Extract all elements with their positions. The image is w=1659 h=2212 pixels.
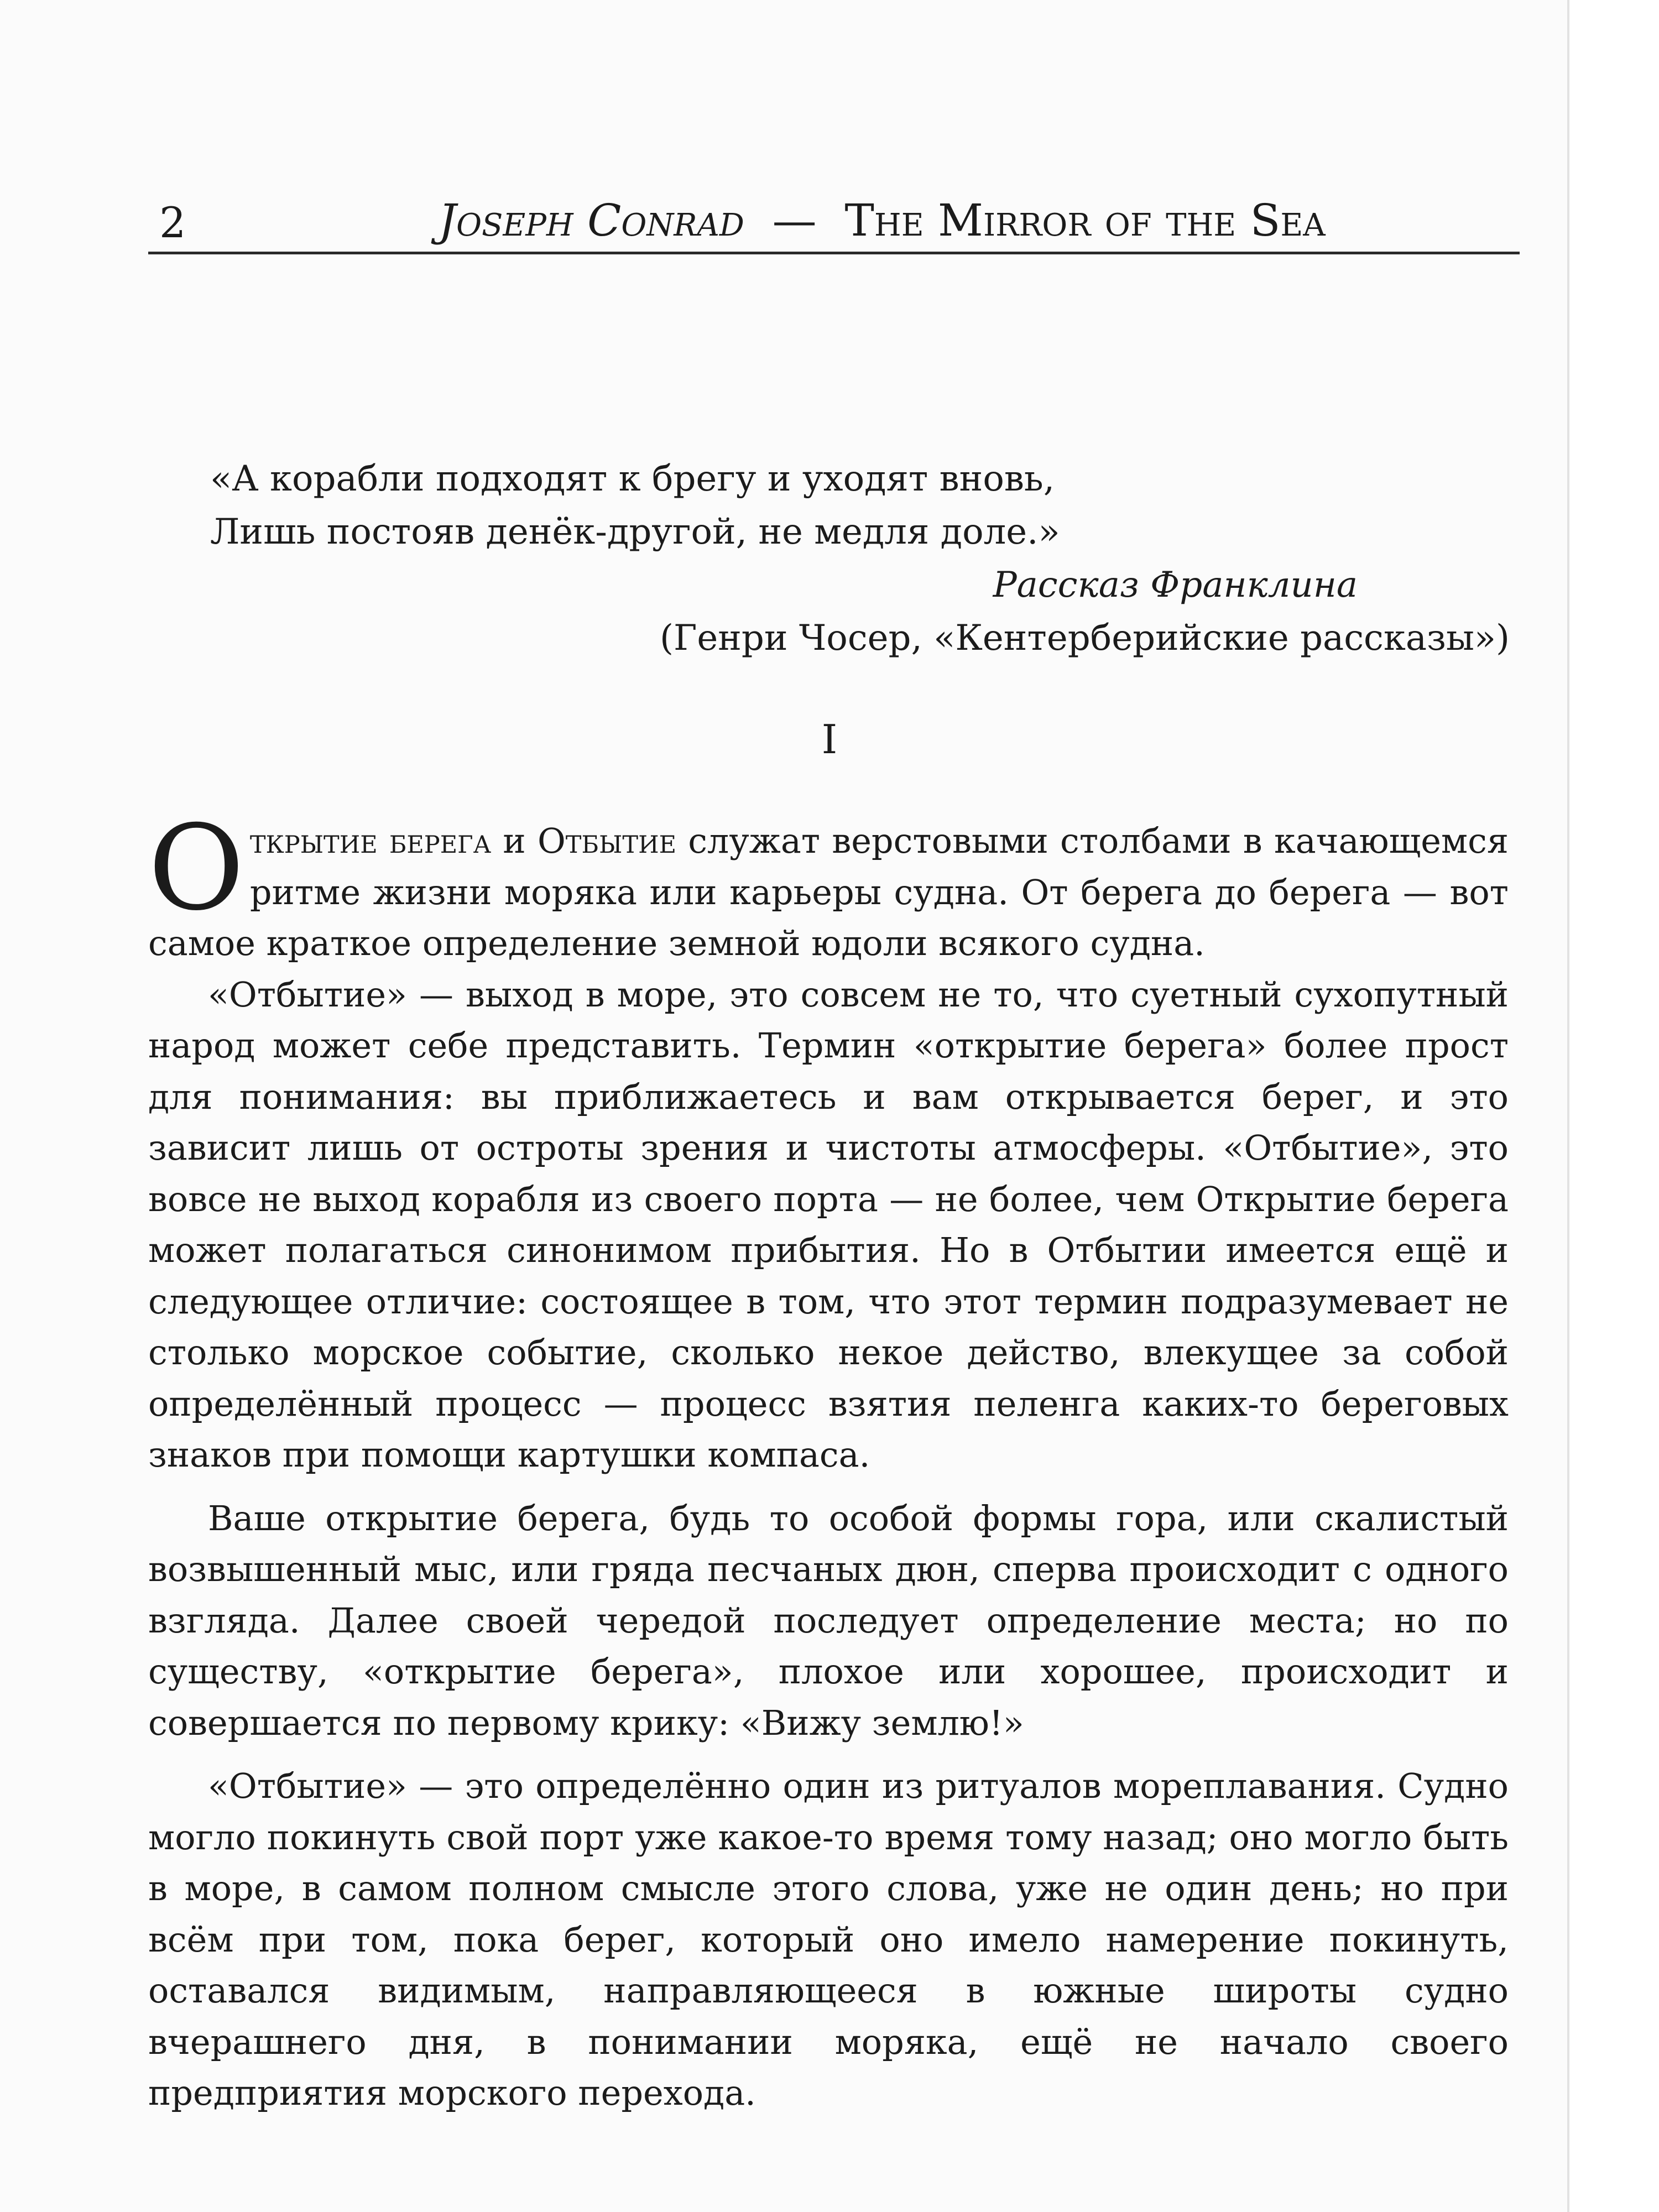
chapter-number: I [821,716,838,763]
epigraph [210,452,1510,665]
paragraph-1 [148,800,1509,969]
body-text [148,800,1509,2119]
running-head-separator: — [772,195,817,246]
running-head-author: Joseph Conrad [439,195,744,246]
running-head-title [439,195,1326,246]
paragraph-1-rest: служат верстовыми столбами в качающемся ритме жизни моряка или карьеры судна. От берега до берега — вот самое краткое определение земной юдоли всякого судна. [148,821,1509,963]
drop-cap: О [148,800,244,936]
running-head [148,191,1520,254]
paragraph-2: «Отбытие» — выход в море, это совсем не то, что суетный сухопутный народ может себе представить. Термин «открытие берега» более прост для понимания: вы приближаетесь и вам открывается берег, и это зависит лишь от остроты зрения и чистоты атмосферы. «Отбытие», это вовсе не выход корабля из своего порта — не более, чем Открытие берега может полагаться синонимом прибытия. Но в Отбытии имеется ещё и следующее отличие: состоящее в том, что этот термин подразумевает не столько морское событие, сколько некое действо, влекущее за собой определённый процесс — процесс взятия пеленга каких-то береговых знаков при помощи картушки компаса. [148,974,1509,1475]
epigraph-line-2: Лишь постояв денёк-другой, не медля доле.» [210,512,1060,552]
paragraph-1-smallcaps-2: Отбытие [537,821,676,861]
paragraph-4: «Отбытие» — это определённо один из ритуалов мореплавания. Судно могло покинуть свой порт уже какое-то время тому назад; оно могло быть в море, в самом полном смысле этого слова, уже не один день; но при всём при том, пока берег, который оно имело намерение покинуть, оставался видимым, направляющееся в южные широты судно вчерашнего дня, в понимании моряка, ещё не начало своего предприятия морского перехода. [148,1766,1509,2113]
epigraph-citation: (Генри Чосер, «Кентерберийские рассказы») [659,618,1510,659]
page-number: 2 [159,198,186,247]
paragraph-3: Ваше открытие берега, будь то особой формы гора, или скалистый возвышенный мыс, или гряда песчаных дюн, сперва происходит с одного взгляда. Далее своей чередой последует определение места; но по существу, «открытие берега», плохое или хорошее, происходит и совершается по первому крику: «Вижу землю!» [148,1498,1509,1743]
paragraph-1-connector: и [491,821,538,861]
epigraph-line-1: «А корабли подходят к брегу и уходят вновь, [210,458,1055,499]
paragraph-1-smallcaps-1: ткрытие берега [249,821,492,861]
running-head-book-title: The Mirror of the Sea [844,195,1326,246]
epigraph-source: Рассказ Франклина [993,565,1358,606]
